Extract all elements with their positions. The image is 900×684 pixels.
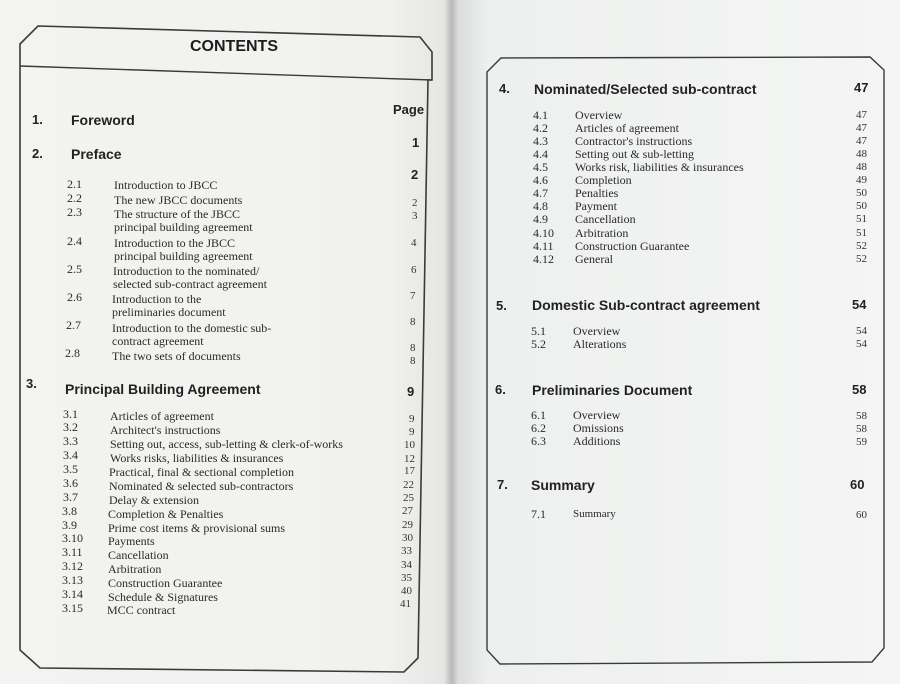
section-number: 5. <box>496 298 507 313</box>
section-page: 2 <box>411 167 419 182</box>
toc-item-number: 3.13 <box>62 573 83 587</box>
toc-item-title[interactable]: Introduction to the preliminaries document <box>112 292 226 319</box>
toc-item-number: 4.2 <box>533 121 548 135</box>
toc-item-title[interactable]: Additions <box>573 434 621 448</box>
section-title-summary[interactable]: Summary <box>531 477 595 493</box>
toc-item-title[interactable]: Penalties <box>575 186 619 200</box>
toc-item-title[interactable]: Alterations <box>573 337 627 351</box>
toc-item-title[interactable]: Introduction to JBCC <box>114 178 218 192</box>
section-number: 7. <box>497 477 508 492</box>
toc-page-number: 40 <box>401 585 412 597</box>
section-title-pba[interactable]: Principal Building Agreement <box>65 381 261 397</box>
toc-page-number: 9 <box>409 413 415 425</box>
toc-item-number: 3.7 <box>63 490 78 504</box>
section-page: 60 <box>850 477 865 492</box>
right-page <box>452 0 900 684</box>
toc-page-number: 35 <box>401 572 412 584</box>
toc-item-title[interactable]: MCC contract <box>107 603 176 617</box>
section-title-preliminaries[interactable]: Preliminaries Document <box>532 382 693 398</box>
toc-item-title[interactable]: Payment <box>575 199 617 213</box>
toc-item-number: 3.6 <box>63 476 78 490</box>
toc-page-number: 12 <box>404 453 415 465</box>
toc-item-title[interactable]: Construction Guarantee <box>575 239 690 253</box>
section-number: 2. <box>32 146 43 161</box>
toc-item-title[interactable]: Prime cost items & provisional sums <box>108 521 285 535</box>
toc-item-title[interactable]: General <box>575 252 613 266</box>
toc-item-title[interactable]: Setting out, access, sub-letting & clerk-of-works <box>110 437 343 451</box>
toc-item-title[interactable]: Schedule & Signatures <box>108 590 218 604</box>
toc-item-title[interactable]: Architect's instructions <box>110 423 221 437</box>
section-title-nominated[interactable]: Nominated/Selected sub-contract <box>534 81 757 97</box>
toc-page-number: 59 <box>856 436 867 448</box>
toc-item-number: 3.8 <box>62 504 77 518</box>
toc-item-title[interactable]: Completion <box>575 173 632 187</box>
toc-item-title[interactable]: Practical, final & sectional completion <box>109 465 294 479</box>
section-page: 9 <box>407 384 415 399</box>
toc-page-number: 30 <box>402 532 413 544</box>
toc-page-number: 50 <box>856 187 867 199</box>
toc-item-number: 4.12 <box>533 252 554 266</box>
toc-page-number: 3 <box>412 210 418 222</box>
toc-item-title[interactable]: Omissions <box>573 421 624 435</box>
toc-item-number: 3.3 <box>63 434 78 448</box>
toc-item-number: 4.8 <box>533 199 548 213</box>
toc-page-number: 25 <box>403 492 414 504</box>
toc-item-title[interactable]: Setting out & sub-letting <box>575 147 694 161</box>
toc-item-number: 2.5 <box>67 262 82 276</box>
section-page: 1 <box>412 135 420 150</box>
toc-item-number: 5.2 <box>531 337 546 351</box>
toc-item-title[interactable]: Works risk, liabilities & insurances <box>575 160 744 174</box>
toc-item-title[interactable]: The two sets of documents <box>112 349 241 363</box>
toc-item-number: 4.4 <box>533 147 548 161</box>
toc-item-number: 3.9 <box>62 518 77 532</box>
toc-page-number: 52 <box>856 240 867 252</box>
toc-page-number: 4 <box>411 237 417 249</box>
toc-page-number: 47 <box>856 109 867 121</box>
toc-item-title[interactable]: Overview <box>573 408 621 422</box>
toc-page-number: 8 <box>410 355 416 367</box>
toc-page-number: 52 <box>856 253 867 265</box>
toc-page-number: 22 <box>403 479 414 491</box>
toc-item-number: 4.6 <box>533 173 548 187</box>
toc-item-number: 2.1 <box>67 177 82 191</box>
toc-item-title[interactable]: Introduction to the domestic sub-contract agreement <box>112 321 272 348</box>
section-page: 58 <box>852 382 867 397</box>
toc-item-title[interactable]: The structure of the JBCC principal building agreement <box>114 207 253 234</box>
toc-page-number: 50 <box>856 200 867 212</box>
toc-item-number: 2.6 <box>67 290 82 304</box>
toc-item-title[interactable]: Construction Guarantee <box>108 576 223 590</box>
section-page: 54 <box>852 297 867 312</box>
toc-item-number: 3.15 <box>62 601 83 615</box>
toc-page-number: 58 <box>856 423 867 435</box>
toc-page-number: 34 <box>401 559 412 571</box>
toc-page-number: 27 <box>402 505 413 517</box>
toc-item-title[interactable]: Contractor's instructions <box>575 134 693 148</box>
right-page-frame <box>452 0 900 684</box>
toc-item-number: 4.10 <box>533 226 554 240</box>
toc-item-number: 3.14 <box>62 587 83 601</box>
toc-page-number: 48 <box>856 161 867 173</box>
toc-page-number: 54 <box>856 338 867 350</box>
section-title-preface[interactable]: Preface <box>71 146 122 162</box>
toc-item-title[interactable]: Payments <box>108 534 155 548</box>
toc-page-number: 51 <box>856 227 867 239</box>
toc-page-number: 47 <box>856 135 867 147</box>
toc-item-number: 3.4 <box>63 448 78 462</box>
toc-page-number: 48 <box>856 148 867 160</box>
toc-item-title[interactable]: Articles of agreement <box>110 409 214 423</box>
toc-page-number: 17 <box>404 465 415 477</box>
toc-page-number: 60 <box>856 509 867 521</box>
toc-item-number: 3.1 <box>63 407 78 421</box>
toc-item-title[interactable]: The new JBCC documents <box>114 193 243 207</box>
toc-item-number: 4.1 <box>533 108 548 122</box>
toc-item-title[interactable]: Arbitration <box>108 562 162 576</box>
toc-item-number: 3.2 <box>63 420 78 434</box>
toc-item-number: 3.11 <box>62 545 83 559</box>
toc-item-number: 3.12 <box>62 559 83 573</box>
toc-item-number: 2.2 <box>67 191 82 205</box>
toc-page-number: 58 <box>856 410 867 422</box>
toc-item-number: 6.1 <box>531 408 546 422</box>
toc-item-title[interactable]: Cancellation <box>575 212 636 226</box>
section-number: 3. <box>26 376 37 391</box>
toc-item-title[interactable]: Nominated & selected sub-contractors <box>109 479 294 493</box>
toc-item-title[interactable]: Overview <box>575 108 623 122</box>
section-number: 4. <box>499 81 510 96</box>
toc-item-title[interactable]: Cancellation <box>108 548 169 562</box>
toc-item-title[interactable]: Summary <box>573 508 616 520</box>
toc-page-number: 49 <box>856 174 867 186</box>
toc-page-number: 8 <box>410 316 416 328</box>
toc-item-number: 6.3 <box>531 434 546 448</box>
toc-item-number: 3.5 <box>63 462 78 476</box>
toc-page-number: 33 <box>401 545 412 557</box>
toc-item-title[interactable]: Introduction to the JBCC principal building agreement <box>114 236 253 263</box>
section-title-foreword[interactable]: Foreword <box>71 112 135 128</box>
toc-item-number: 4.9 <box>533 212 548 226</box>
section-page: 47 <box>854 80 869 95</box>
toc-item-number: 2.3 <box>67 205 82 219</box>
toc-page-number: 41 <box>400 598 411 610</box>
toc-page-number: 2 <box>412 197 418 209</box>
toc-item-title[interactable]: Delay & extension <box>109 493 199 507</box>
toc-page-number: 6 <box>411 264 417 276</box>
toc-page-number: 54 <box>856 325 867 337</box>
contents-title: CONTENTS <box>190 38 278 55</box>
toc-item-title[interactable]: Introduction to the nominated/ selected sub-contract agreement <box>113 264 267 291</box>
toc-item-number: 6.2 <box>531 421 546 435</box>
toc-page-number: 8 <box>410 342 416 354</box>
section-number: 6. <box>495 382 506 397</box>
toc-item-number: 2.4 <box>67 234 82 248</box>
toc-page-number: 10 <box>404 439 415 451</box>
toc-item-title[interactable]: Completion & Penalties <box>108 507 224 521</box>
toc-page-number: 9 <box>409 426 415 438</box>
toc-item-title[interactable]: Overview <box>573 324 621 338</box>
page-column-header: Page <box>393 102 425 117</box>
toc-page-number: 29 <box>402 519 413 531</box>
toc-page-number: 7 <box>410 290 416 302</box>
section-number: 1. <box>32 112 43 127</box>
section-title-domestic[interactable]: Domestic Sub-contract agreement <box>532 297 760 313</box>
toc-item-number: 4.11 <box>533 239 554 253</box>
toc-page-number: 51 <box>856 213 867 225</box>
toc-item-number: 5.1 <box>531 324 546 338</box>
book-gutter <box>444 0 458 684</box>
toc-item-number: 7.1 <box>531 507 546 521</box>
toc-item-number: 4.7 <box>533 186 548 200</box>
toc-item-number: 2.8 <box>65 346 80 360</box>
toc-item-number: 4.3 <box>533 134 548 148</box>
toc-page-number: 47 <box>856 122 867 134</box>
toc-item-number: 4.5 <box>533 160 548 174</box>
toc-item-number: 2.7 <box>66 318 81 332</box>
toc-item-title[interactable]: Works risks, liabilities & insurances <box>110 451 284 465</box>
toc-item-title[interactable]: Articles of agreement <box>575 121 679 135</box>
toc-item-number: 3.10 <box>62 531 83 545</box>
toc-item-title[interactable]: Arbitration <box>575 226 629 240</box>
